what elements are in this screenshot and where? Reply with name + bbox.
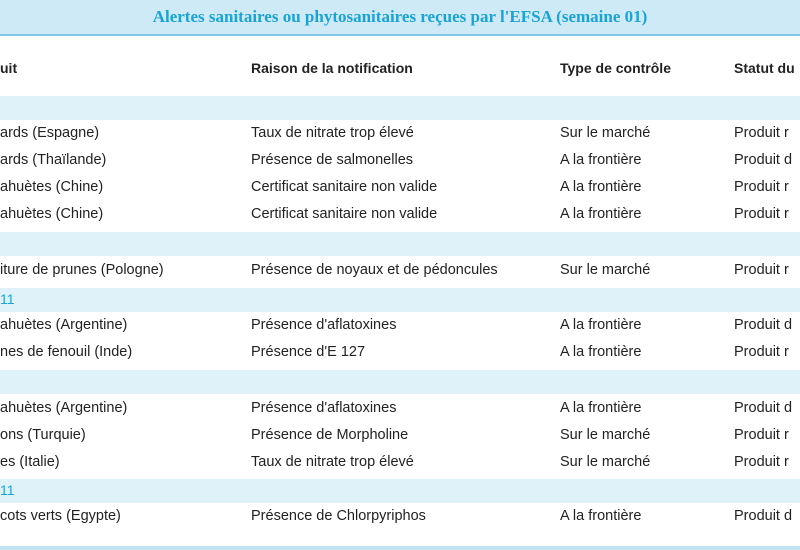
reason-cell: Présence de Morpholine — [251, 427, 409, 443]
column-header-status: Statut du — [734, 60, 795, 76]
section-row — [0, 288, 800, 312]
control-type-cell: A la frontière — [560, 317, 642, 333]
reason-cell: Présence d'E 127 — [251, 344, 366, 360]
product-cell: cots verts (Egypte) — [0, 508, 121, 524]
table-row — [0, 449, 800, 476]
table-row — [0, 339, 800, 366]
section-row — [0, 370, 800, 394]
control-type-cell: A la frontière — [560, 179, 642, 195]
column-header-control-type: Type de contrôle — [560, 60, 671, 76]
section-row — [0, 96, 800, 120]
reason-cell: Présence d'aflatoxines — [251, 317, 397, 333]
control-type-cell: Sur le marché — [560, 427, 651, 443]
table-row — [0, 422, 800, 449]
reason-cell: Présence d'aflatoxines — [251, 400, 397, 416]
status-cell: Produit r — [734, 206, 789, 222]
product-cell: iture de prunes (Pologne) — [0, 262, 164, 278]
control-type-cell: Sur le marché — [560, 262, 651, 278]
status-cell: Produit r — [734, 427, 789, 443]
status-cell: Produit d — [734, 152, 793, 168]
control-type-cell: Sur le marché — [560, 454, 651, 470]
status-cell: Produit d — [734, 400, 793, 416]
product-cell: ons (Turquie) — [0, 427, 86, 443]
table-row — [0, 147, 800, 174]
section-label: 11 — [0, 291, 15, 307]
product-cell: ahuètes (Argentine) — [0, 400, 128, 416]
table-header-row — [0, 36, 800, 94]
reason-cell: Certificat sanitaire non valide — [251, 179, 438, 195]
table-row — [0, 312, 800, 339]
table-row — [0, 395, 800, 422]
bottom-border — [0, 546, 800, 550]
control-type-cell: A la frontière — [560, 400, 642, 416]
reason-cell: Présence de Chlorpyriphos — [251, 508, 426, 524]
table-row — [0, 257, 800, 284]
status-cell: Produit r — [734, 344, 789, 360]
product-cell: nes de fenouil (Inde) — [0, 344, 133, 360]
title-bar — [0, 0, 800, 36]
product-cell: es (Italie) — [0, 454, 60, 470]
status-cell: Produit d — [734, 317, 793, 333]
status-cell: Produit r — [734, 454, 789, 470]
control-type-cell: A la frontière — [560, 152, 642, 168]
status-cell: Produit d — [734, 508, 793, 524]
control-type-cell: A la frontière — [560, 508, 642, 524]
column-header-product: uit — [0, 60, 18, 76]
reason-cell: Taux de nitrate trop élevé — [251, 454, 414, 470]
column-header-reason: Raison de la notification — [251, 60, 413, 76]
table-row — [0, 503, 800, 530]
product-cell: ahuètes (Chine) — [0, 179, 104, 195]
section-label: 11 — [0, 482, 15, 498]
table-row — [0, 120, 800, 147]
status-cell: Produit r — [734, 125, 789, 141]
status-cell: Produit r — [734, 262, 789, 278]
table-row — [0, 201, 800, 228]
product-cell: ards (Thaïlande) — [0, 152, 107, 168]
reason-cell: Présence de salmonelles — [251, 152, 414, 168]
product-cell: ahuètes (Chine) — [0, 206, 104, 222]
table-title: Alertes sanitaires ou phytosanitaires reçues par l'EFSA (semaine 01) — [152, 7, 648, 26]
section-row — [0, 232, 800, 256]
table-row — [0, 174, 800, 201]
product-cell: ards (Espagne) — [0, 125, 100, 141]
reason-cell: Certificat sanitaire non valide — [251, 206, 438, 222]
control-type-cell: A la frontière — [560, 344, 642, 360]
status-cell: Produit r — [734, 179, 789, 195]
product-cell: ahuètes (Argentine) — [0, 317, 128, 333]
section-row — [0, 479, 800, 503]
control-type-cell: Sur le marché — [560, 125, 651, 141]
control-type-cell: A la frontière — [560, 206, 642, 222]
reason-cell: Présence de noyaux et de pédoncules — [251, 262, 498, 278]
reason-cell: Taux de nitrate trop élevé — [251, 125, 414, 141]
